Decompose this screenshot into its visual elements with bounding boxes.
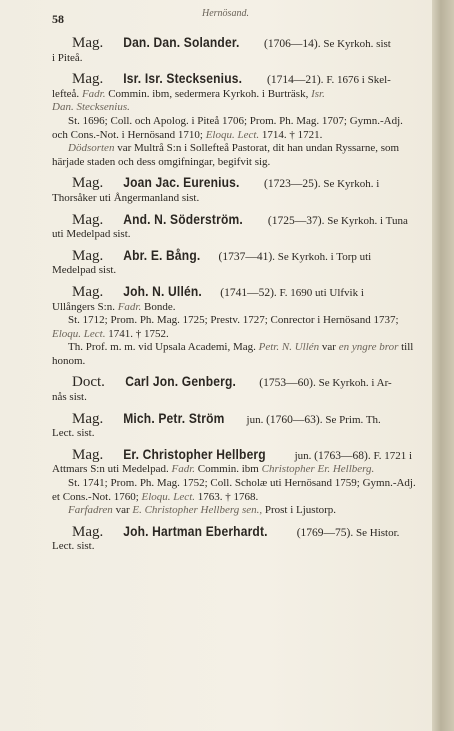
entry-years: (1737—41). <box>218 250 276 263</box>
entry-eberhardt <box>52 522 418 554</box>
entry-name: Abr. E. Bång. <box>123 246 201 263</box>
entry-rest: Se Kyrkoh. i Torp uti <box>277 250 372 263</box>
entry-suffix: jun. <box>246 413 264 426</box>
entry-hellberg: Mag. Er. Christopher Hellberg jun. (1763—68). F. 1721 i Attmars S:n uti Medelpad. Fadr. Commin. ibm Christopher Er. Hellberg. St. 1741; Prom. Ph. Mag. 1752; Coll. Scholæ uti Hernösand 1759; Gymn.-Adj. et Cons.-Not. 1760; Eloqu. Lect. 1763. † 1768. Farfadren var E. Christopher Hellberg sen., Prost i Ljustorp. <box>52 445 416 517</box>
entry-strom <box>52 409 418 441</box>
entry-name: Joh. Hartman Eberhardt. <box>123 522 268 539</box>
entry-title: Mag. <box>72 247 104 264</box>
entry-continuation: nås sist. <box>52 391 87 404</box>
entry-years: (1706—14). <box>264 38 321 50</box>
entry-continuation: Lect. sist. <box>52 540 95 553</box>
entry-continuation: Lect. sist. <box>52 427 95 440</box>
entry-ullen: Mag. Joh. N. Ullén. (1741—52). F. 1690 uti Ulfvik i Ullångers S:n. Fadr. Bonde. St. 1712; Prom. Ph. Mag. 1725; Prestv. 1727; Conrector i Hernösand 1737; Eloqu. Lect. 1741. † 1752. Th. Prof. m. m. vid Upsala Academi, Mag. Petr. N. Ullén var en yngre bror till honom. <box>52 282 414 367</box>
entry-title: Mag. <box>72 283 104 300</box>
book-spine <box>432 0 454 731</box>
entry-continuation: Thorsåker uti Ångermanland sist. <box>52 191 200 204</box>
entry-continuation: uti Medelpad sist. <box>52 228 131 241</box>
entry-rest: Se Kyrkoh. i <box>323 178 380 191</box>
entry-rest: F. 1690 uti Ulfvik i <box>279 286 364 299</box>
entry-title: Mag. <box>72 71 104 88</box>
entry-rest: Se Kyrkoh. i Ar- <box>318 377 392 390</box>
entry-bang <box>52 246 418 278</box>
entry-name: Mich. Petr. Ström <box>123 409 225 426</box>
entry-name: Isr. Isr. Stecksenius. <box>123 70 243 87</box>
entry-suffix: jun. <box>294 449 312 462</box>
entry-title: Mag. <box>72 446 104 463</box>
entry-years: (1725—37). <box>267 214 325 227</box>
entry-years: (1714—21). <box>267 74 324 87</box>
entry-eurenius <box>52 176 418 205</box>
entry-rest: F. 1721 i <box>373 449 412 462</box>
entry-solander <box>52 36 418 65</box>
entry-name: Er. Christopher Hellberg <box>123 445 266 462</box>
entry-title: Doct. <box>72 374 105 391</box>
entry-rest: Se Histor. <box>356 526 400 539</box>
entry-years: (1760—63). <box>266 413 323 426</box>
entry-years: (1753—60). <box>259 377 316 390</box>
entry-name: And. N. Söderström. <box>123 210 243 227</box>
entry-rest: F. 1676 i Skel- <box>326 74 391 87</box>
entry-name: Joh. N. Ullén. <box>123 282 202 299</box>
entry-title: Mag. <box>72 523 104 540</box>
entry-name: Dan. Dan. Solander. <box>123 34 240 50</box>
entry-continuation: Medelpad sist. <box>52 264 117 277</box>
entry-rest: Se Kyrkoh. i Tuna <box>327 214 408 227</box>
entry-rest: Se Kyrkoh. sist <box>323 38 391 50</box>
entry-years: (1763—68). <box>314 449 371 462</box>
entry-stecksenius: Mag. Isr. Isr. Stecksenius. (1714—21). F. 1676 i Skel- lefteå. Fadr. Commin. ibm, sedermera Kyrkoh. i Burträsk, Isr. Dan. Stecksenius. St. 1696; Coll. och Apolog. i Piteå 1706; Prom. Ph. Mag. 1707; Gymn.-Adj. och Cons.-Not. i Hernösand 1710; Eloqu. Lect. 1714. † 1721. Dödsorten var Multrå S:n i Sollefteå Pastorat, dit han undan Ryssarne, som härjade staden och dess omgifningar, begifvit sig. <box>52 70 403 168</box>
entry-years: (1723—25). <box>264 178 321 191</box>
entry-name: Carl Jon. Genberg. <box>124 373 236 390</box>
entry-years: (1769—75). <box>296 526 354 539</box>
entry-rest: Se Prim. Th. <box>325 413 381 426</box>
entry-title: Mag. <box>72 35 104 51</box>
page-content <box>52 36 418 561</box>
running-head: Hernösand. <box>202 8 249 19</box>
entry-title: Mag. <box>72 410 104 427</box>
entry-title: Mag. <box>72 211 104 228</box>
entry-years: (1741—52). <box>220 286 277 299</box>
entry-continuation: i Piteå. <box>52 51 83 64</box>
entry-title: Mag. <box>72 175 104 192</box>
entry-genberg <box>52 375 418 404</box>
entry-name: Joan Jac. Eurenius. <box>123 174 240 191</box>
entry-soderstrom <box>52 210 418 242</box>
page-header <box>52 8 412 32</box>
page-number: 58 <box>52 12 64 26</box>
